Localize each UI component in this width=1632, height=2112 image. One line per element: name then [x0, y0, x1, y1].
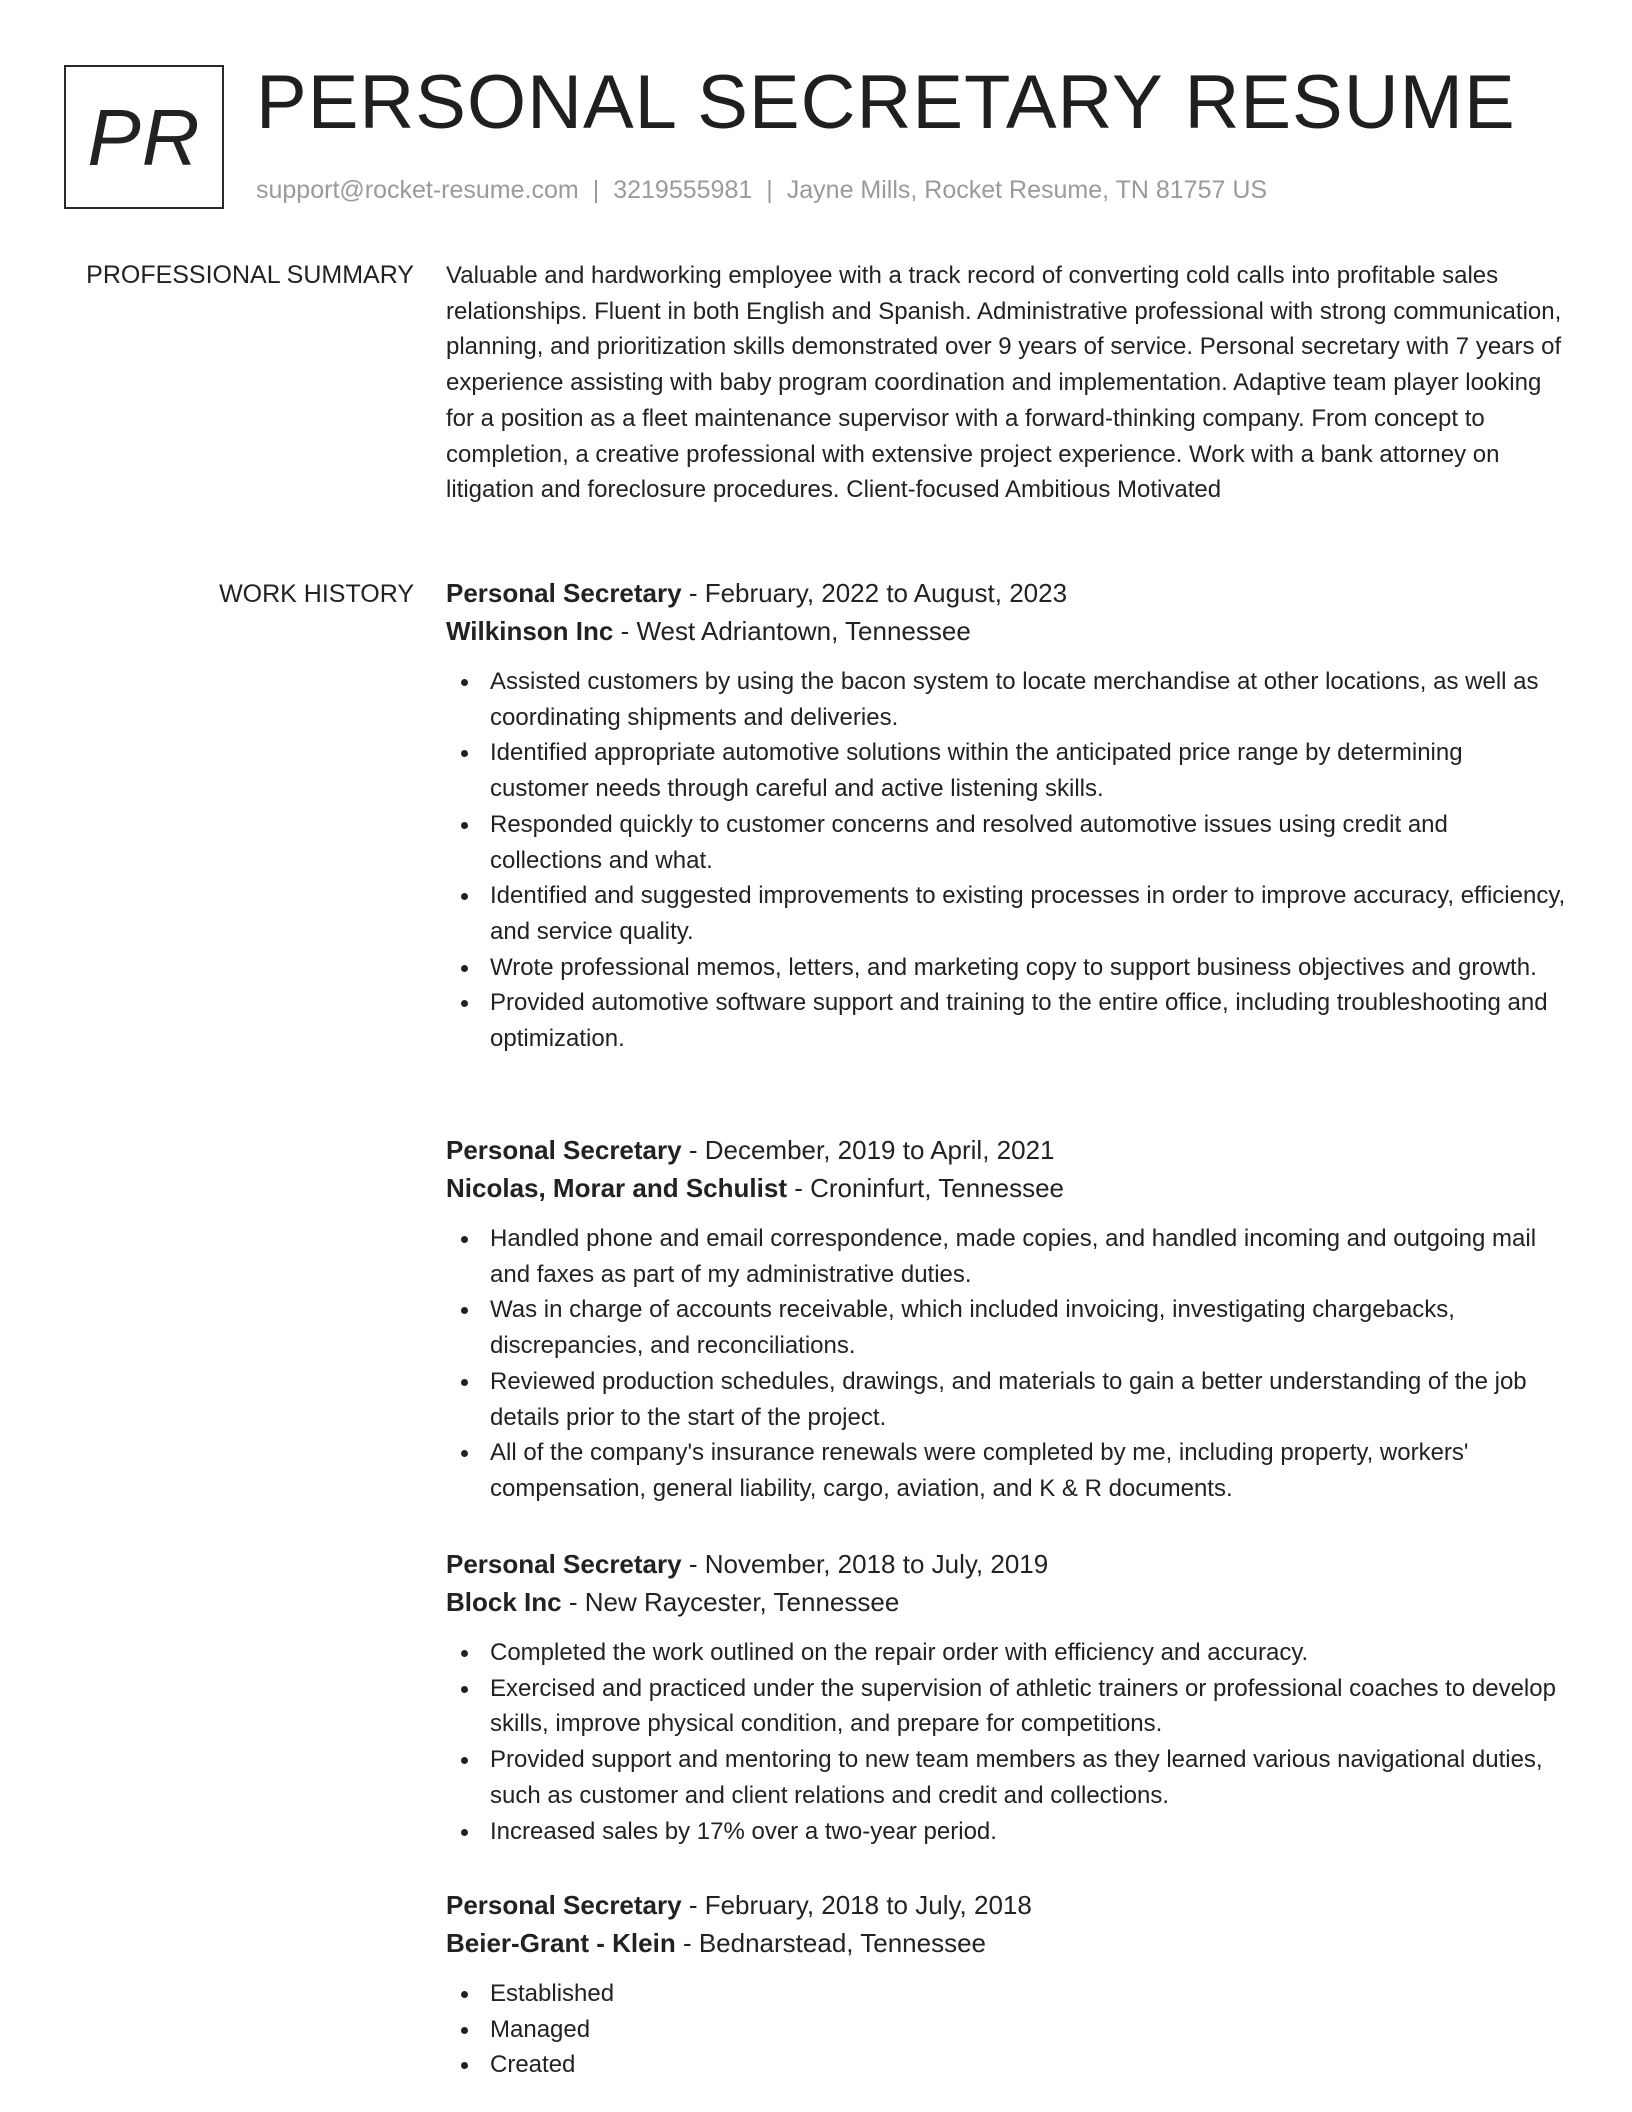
job-bullet: Responded quickly to customer concerns and resolved automotive issues using credit and collections and what.	[446, 807, 1566, 878]
contact-address: Jayne Mills, Rocket Resume, TN 81757 US	[786, 176, 1268, 204]
job-company: Nicolas, Morar and Schulist	[446, 1173, 787, 1203]
job-dates: - February, 2018 to July, 2018	[688, 1890, 1032, 1920]
monogram-initials: PR	[87, 93, 201, 182]
resume-title: PERSONAL SECRETARY RESUME	[256, 60, 1516, 145]
job-bullet: Identified appropriate automotive solutions within the anticipated price range by determining customer needs through careful and active listening skills.	[446, 735, 1566, 806]
job-entry	[446, 1131, 1566, 1507]
job-bullet: Completed the work outlined on the repair order with efficiency and accuracy.	[446, 1635, 1566, 1671]
job-bullet: Assisted customers by using the bacon system to locate merchandise at other locations, as well as coordinating shipments and deliveries.	[446, 664, 1566, 735]
job-location: - West Adriantown, Tennessee	[620, 616, 971, 646]
job-company-line	[446, 612, 1566, 650]
job-dates: - December, 2019 to April, 2021	[688, 1135, 1055, 1165]
job-bullet: Reviewed production schedules, drawings, and materials to gain a better understanding of the job details prior to the start of the project.	[446, 1364, 1566, 1435]
job-bullet: Wrote professional memos, letters, and marketing copy to support business objectives and growth.	[446, 950, 1566, 986]
summary-text: Valuable and hardworking employee with a track record of converting cold calls into profitable sales relationships. Fluent in both English and Spanish. Administrative professional with strong communication, planning, and prioritization skills demonstrated over 9 years of service. Personal secretary with 7 years of experience assisting with baby program coordination and implementation. Adaptive team player looking for a position as a fleet maintenance supervisor with a forward-thinking company. From concept to completion, a creative professional with extensive project experience. Work with a bank attorney on litigation and foreclosure procedures. Client-focused Ambitious Motivated	[446, 262, 1562, 504]
job-bullet: Managed	[446, 2012, 1566, 2048]
job-entry	[446, 574, 1566, 1057]
job-company-line	[446, 1924, 1566, 1962]
contact-separator: |	[592, 176, 600, 204]
job-title: Personal Secretary	[446, 1135, 682, 1165]
contact-phone: 3219555981	[613, 176, 753, 204]
job-bullet-list	[446, 1635, 1566, 1849]
monogram-box	[64, 65, 224, 209]
job-title: Personal Secretary	[446, 1549, 682, 1579]
job-entry	[446, 1545, 1566, 1849]
job-bullet: Was in charge of accounts receivable, which included invoicing, investigating chargebacks, discrepancies, and reconciliations.	[446, 1292, 1566, 1363]
job-bullet: Handled phone and email correspondence, made copies, and handled incoming and outgoing mail and faxes as part of my administrative duties.	[446, 1221, 1566, 1292]
section-label-summary: PROFESSIONAL SUMMARY	[86, 261, 414, 289]
job-location: - Bednarstead, Tennessee	[682, 1928, 987, 1958]
job-company: Block Inc	[446, 1587, 562, 1617]
job-bullet: Provided support and mentoring to new team members as they learned various navigational duties, such as customer and client relations and credit and collections.	[446, 1742, 1566, 1813]
job-location: - Croninfurt, Tennessee	[794, 1173, 1064, 1203]
job-bullet: Identified and suggested improvements to existing processes in order to improve accuracy, efficiency, and service quality.	[446, 878, 1566, 949]
job-company-line	[446, 1169, 1566, 1207]
job-dates: - November, 2018 to July, 2019	[688, 1549, 1049, 1579]
job-bullet-list	[446, 664, 1566, 1057]
job-title: Personal Secretary	[446, 1890, 682, 1920]
job-bullet: All of the company's insurance renewals were completed by me, including property, workers' compensation, general liability, cargo, aviation, and K & R documents.	[446, 1435, 1566, 1506]
job-title-line	[446, 1131, 1566, 1169]
job-bullet: Increased sales by 17% over a two-year period.	[446, 1814, 1566, 1850]
job-title-line	[446, 1545, 1566, 1583]
job-dates: - February, 2022 to August, 2023	[688, 578, 1068, 608]
job-title: Personal Secretary	[446, 578, 682, 608]
job-entry	[446, 1886, 1566, 2083]
contact-separator: |	[766, 176, 773, 204]
job-bullet: Provided automotive software support and training to the entire office, including troubleshooting and optimization.	[446, 985, 1566, 1056]
job-company: Wilkinson Inc	[446, 616, 614, 646]
contact-line	[256, 174, 1267, 206]
summary-section	[446, 258, 1566, 508]
job-company: Beier-Grant - Klein	[446, 1928, 676, 1958]
job-bullet-list	[446, 1976, 1566, 2083]
job-title-line	[446, 1886, 1566, 1924]
job-company-line	[446, 1583, 1566, 1621]
job-location: - New Raycester, Tennessee	[568, 1587, 900, 1617]
job-bullet: Created	[446, 2047, 1566, 2083]
job-title-line	[446, 574, 1566, 612]
section-label-work-history: WORK HISTORY	[219, 580, 414, 608]
job-bullet: Exercised and practiced under the supervision of athletic trainers or professional coaches to develop skills, improve physical condition, and prepare for competitions.	[446, 1671, 1566, 1742]
job-bullet-list	[446, 1221, 1566, 1507]
job-bullet: Established	[446, 1976, 1566, 2012]
contact-email: support@rocket-resume.com	[256, 176, 579, 204]
